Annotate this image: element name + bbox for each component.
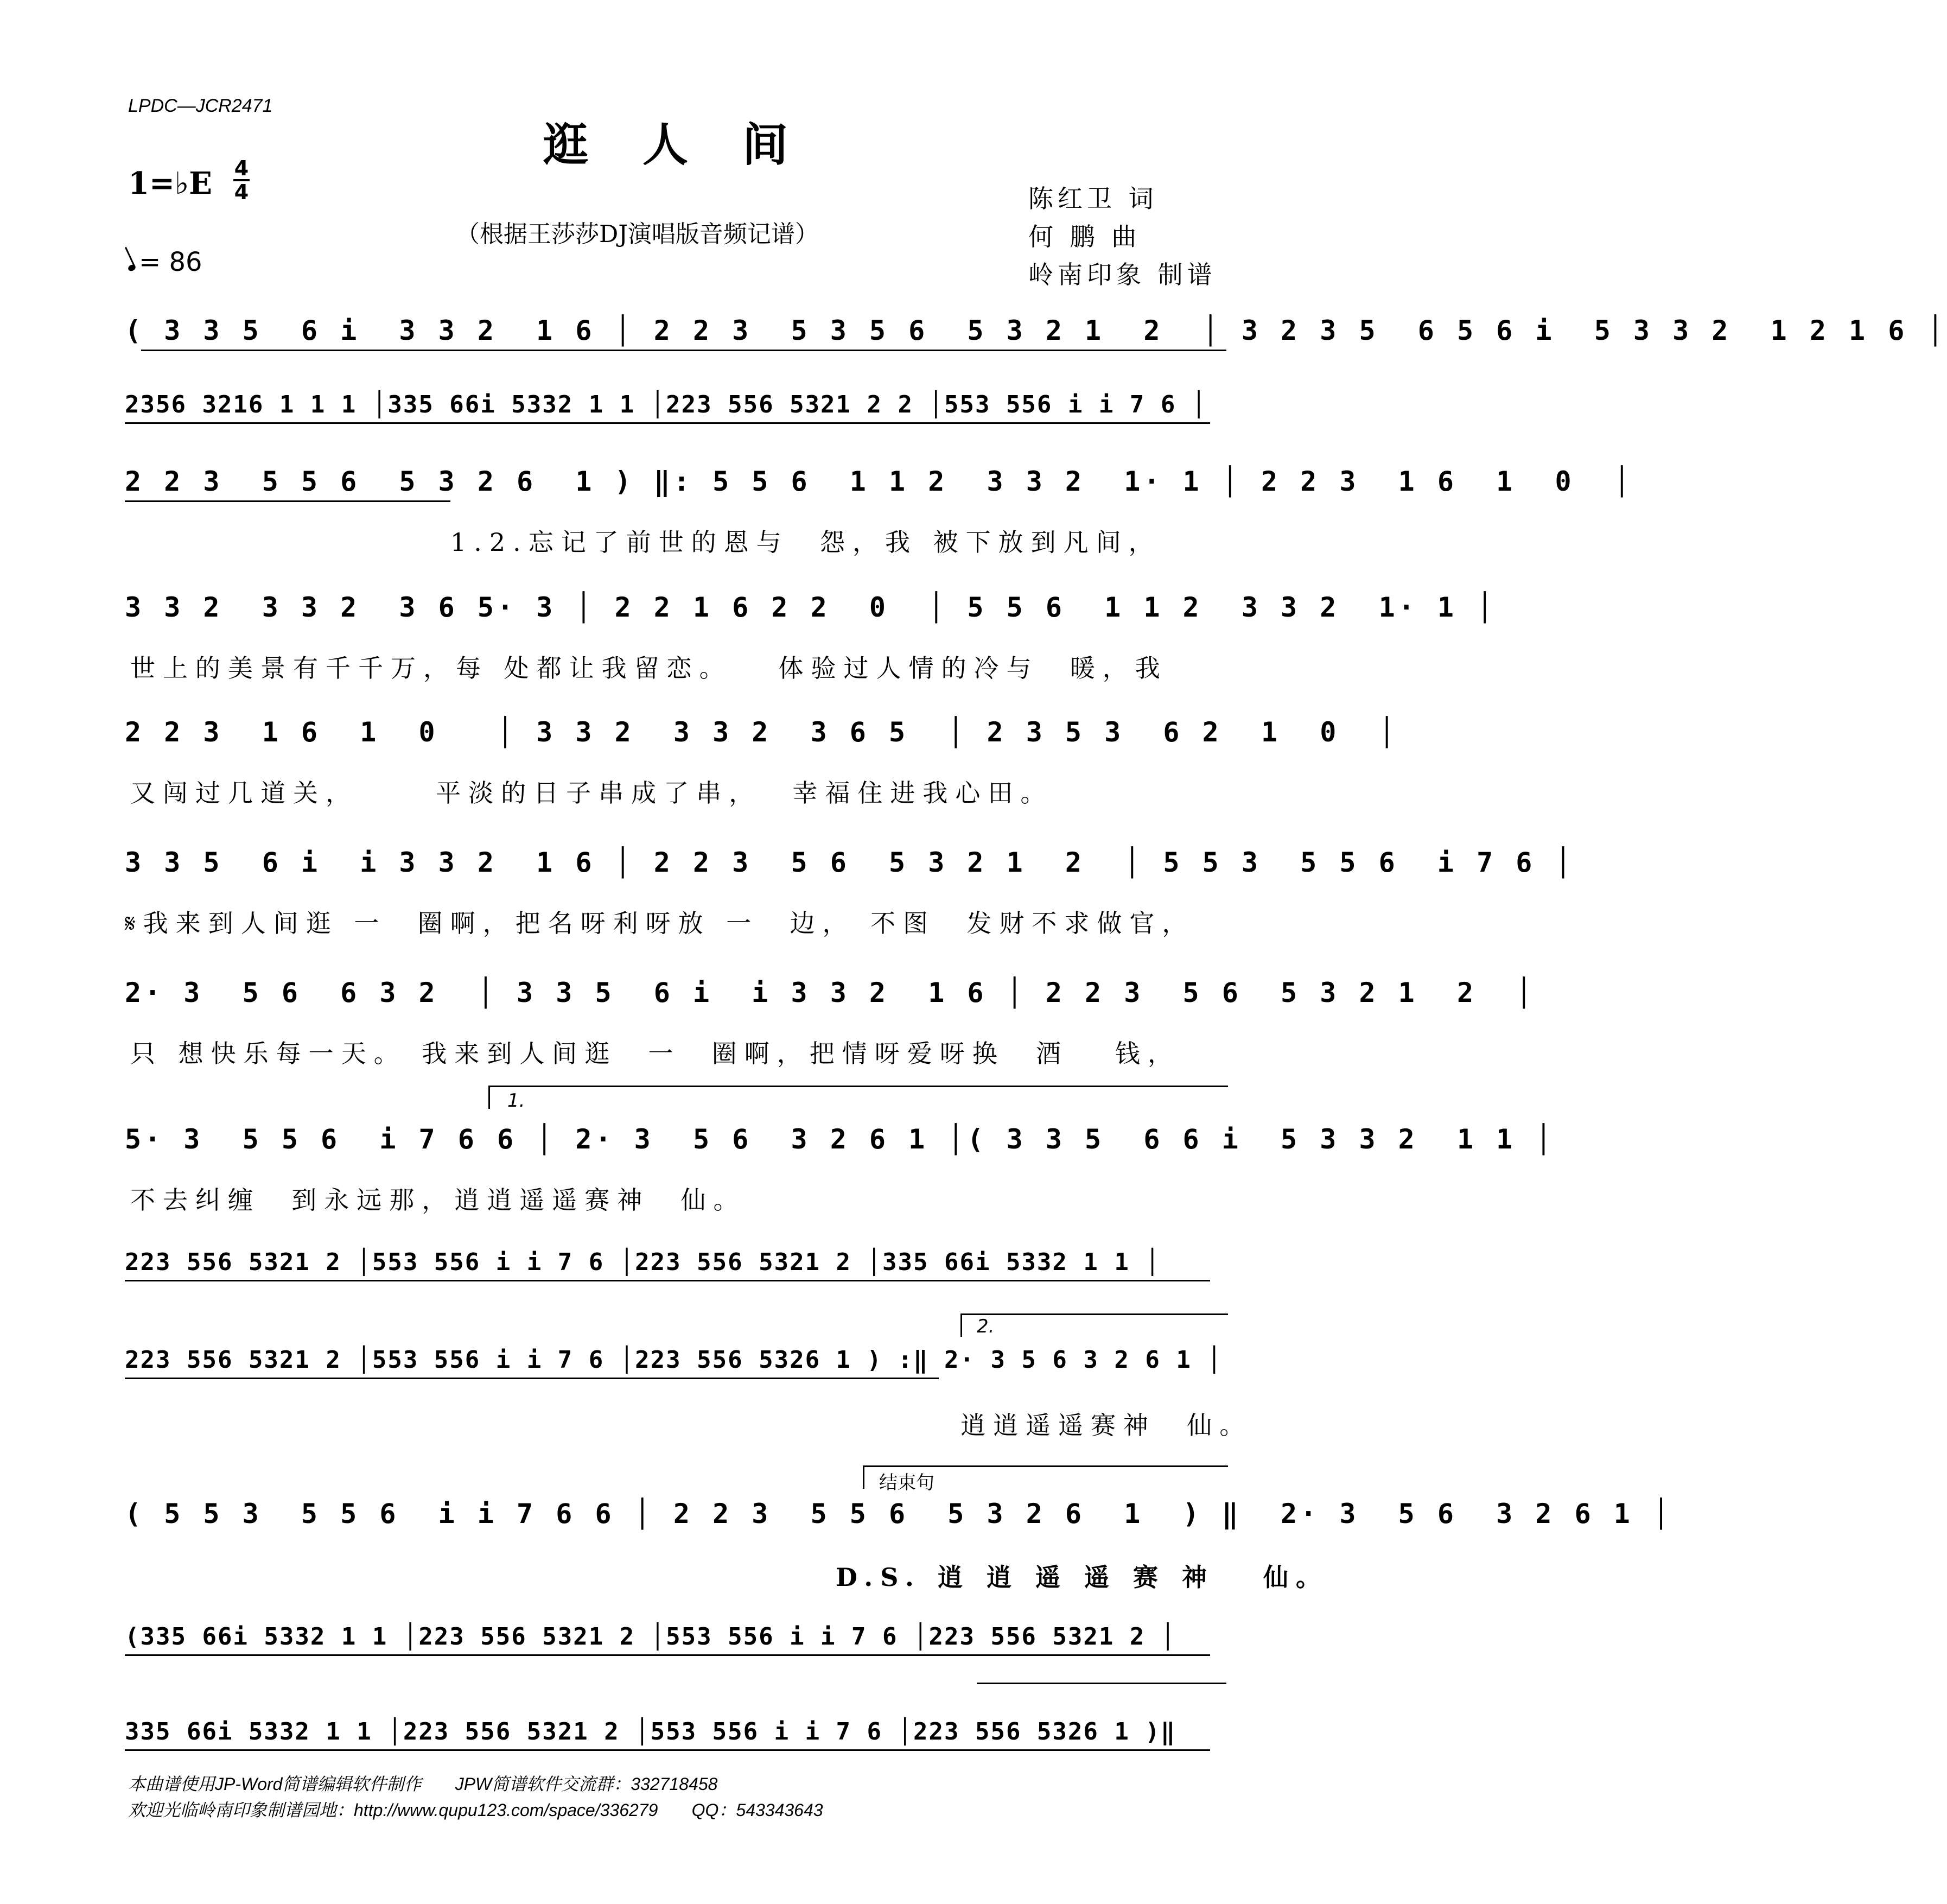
row-notes: 2356 3216 1 1 1 │335 66i 5332 1 1 │223 556 5321 2 2 │553 556 i i 7 6 │ xyxy=(125,391,1207,418)
meter-top: 4 xyxy=(234,156,249,180)
volta-2-bracket xyxy=(960,1313,1228,1337)
row-lyrics: 不去纠缠 到永远那，逍逍遥遥赛神 仙。 xyxy=(130,1185,746,1215)
beam-line xyxy=(125,1280,1210,1281)
subtitle: （根据王莎莎DJ演唱版音频记谱） xyxy=(456,220,819,248)
lyricist-credit: 陈红卫 词 xyxy=(1028,184,1158,213)
score-row-12 xyxy=(125,1623,1226,1672)
tempo-value: = 86 xyxy=(139,247,202,277)
row-notes: 223 556 5321 2 │553 556 i i 7 6 │223 556 5321 2 │335 66i 5332 1 1 │ xyxy=(125,1248,1161,1276)
row-notes: (335 66i 5332 1 1 │223 556 5321 2 │553 556 i i 7 6 │223 556 5321 2 │ xyxy=(125,1623,1176,1651)
arranger-credit: 岭南印象 制谱 xyxy=(1028,260,1217,289)
beam-line xyxy=(125,1749,1210,1751)
row-lyrics: 只 想快乐每一天。 我来到人间逛 一 圈啊，把情呀爱呀换 酒 钱， xyxy=(130,1039,1180,1068)
row-notes: 3 3 5 6 i i 3 3 2 1 6 │ 2 2 3 5 6 5 3 2 1 2 │ 5 5 3 5 5 6 i 7 6 │ xyxy=(125,847,1575,878)
score-row-1 xyxy=(125,315,1947,364)
beam-line xyxy=(125,1654,1210,1656)
quarter-note-icon xyxy=(127,264,136,272)
row-lyrics: 𝄋我来到人间逛 一 圈啊，把名呀利呀放 一 边， 不图 发财不求做官， xyxy=(125,909,1195,938)
row-lyrics: 1.2.忘记了前世的恩与 怨，我 被下放到凡间， xyxy=(450,528,1161,557)
row-lyrics: 世上的美景有千千万，每 处都让我留恋。 体验过人情的冷与 暖，我 xyxy=(130,653,1168,683)
footer-line-1: 本曲谱使用JP-Word简谱编辑软件制作 JPW简谱软件交流群：332718458 xyxy=(128,1774,718,1794)
meter-bottom: 4 xyxy=(234,180,249,204)
time-signature xyxy=(233,157,250,203)
row-notes: 3 3 2 3 3 2 3 6 5· 3 │ 2 2 1 6 2 2 0 │ 5 5 6 1 1 2 3 3 2 1· 1 │ xyxy=(125,592,1497,623)
score-row-2 xyxy=(125,391,1226,440)
score-row-5 xyxy=(125,716,1398,808)
score-row-9 xyxy=(125,1248,1226,1297)
beam-line xyxy=(125,500,450,502)
ending-label: 结束句 xyxy=(879,1472,934,1494)
row-notes: ( 5 5 3 5 5 6 i i 7 6 6 │ 2 2 3 5 5 6 5 3 2 6 1 ) ‖ 2· 3 5 6 3 2 6 1 │ xyxy=(125,1498,1673,1529)
volta-2-number: 2. xyxy=(977,1316,995,1337)
row-lyrics: D.S. 逍 逍 遥 遥 赛 神 仙。 xyxy=(836,1563,1328,1592)
volta-1-bracket xyxy=(488,1086,1228,1109)
beam-line xyxy=(125,422,1210,424)
song-title: 逛人间 xyxy=(543,118,843,172)
row-lyrics: 逍逍遥遥赛神 仙。 xyxy=(960,1411,1252,1440)
footer-line-2: 欢迎光临岭南印象制谱园地：http://www.qupu123.com/space/336279 QQ：543343643 xyxy=(128,1800,823,1820)
row-notes: 2 2 3 5 5 6 5 3 2 6 1 ) ‖: 5 5 6 1 1 2 3 3 2 1· 1 │ 2 2 3 1 6 1 0 │ xyxy=(125,466,1633,497)
row-notes: ( 3 3 5 6 i 3 3 2 1 6 │ 2 2 3 5 3 5 6 5 3 2 1 2 │ 3 2 3 5 6 5 6 i 5 3 3 2 1 2 1 6 │ xyxy=(125,315,1947,346)
row-notes: 223 556 5321 2 │553 556 i i 7 6 │223 556 5326 1 ) :‖ 2· 3 5 6 3 2 6 1 │ xyxy=(125,1346,1223,1374)
beam-line xyxy=(141,350,1226,351)
final-bracket xyxy=(977,1683,1226,1706)
score-row-8 xyxy=(125,1124,1555,1215)
score-code: LPDC—JCR2471 xyxy=(128,96,273,116)
beam-line xyxy=(125,1378,939,1379)
row-notes: 5· 3 5 5 6 i 7 6 6 │ 2· 3 5 6 3 2 6 1 │( 3 3 5 6 6 i 5 3 3 2 1 1 │ xyxy=(125,1124,1555,1155)
row-lyrics: 又闯过几道关， 平淡的日子串成了串， 幸福住进我心田。 xyxy=(130,778,1053,808)
tempo-mark xyxy=(128,247,202,277)
composer-credit: 何 鹏 曲 xyxy=(1028,222,1141,251)
score-row-3 xyxy=(125,466,1633,557)
score-row-13 xyxy=(125,1718,1226,1767)
score-row-10 xyxy=(125,1346,1252,1440)
score-row-7 xyxy=(125,977,1536,1068)
row-notes: 2· 3 5 6 6 3 2 │ 3 3 5 6 i i 3 3 2 1 6 │ 2 2 3 5 6 5 3 2 1 2 │ xyxy=(125,977,1536,1008)
row-notes: 2 2 3 1 6 1 0 │ 3 3 2 3 3 2 3 6 5 │ 2 3 5 3 6 2 1 0 │ xyxy=(125,716,1398,748)
row-notes: 335 66i 5332 1 1 │223 556 5321 2 │553 556 i i 7 6 │223 556 5326 1 )‖ xyxy=(125,1718,1176,1746)
score-row-4 xyxy=(125,592,1497,683)
volta-1-number: 1. xyxy=(507,1090,525,1112)
score-row-6 xyxy=(125,847,1575,938)
key-signature: 1=♭E xyxy=(128,166,212,201)
score-row-11 xyxy=(125,1498,1673,1592)
